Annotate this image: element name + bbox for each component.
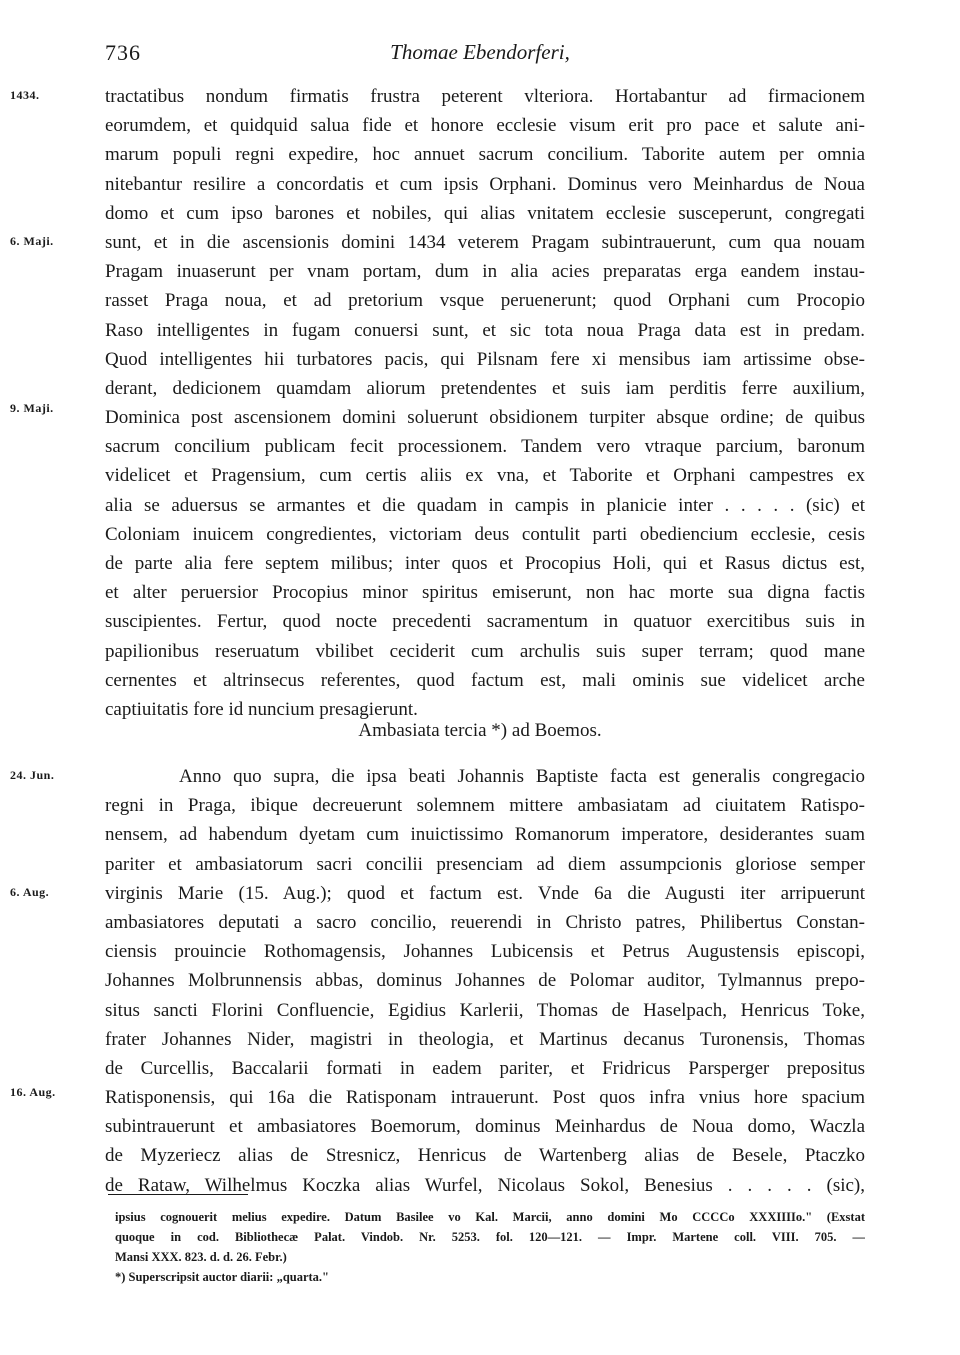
text-line: et alter peruersior Procopius minor spiritus emiserunt, non hac morte sua digna factis: [105, 582, 865, 604]
text-line: Coloniam inuicem congredientes, victoriam deus contulit parti obediencium ecclesie, cesis: [105, 523, 865, 545]
footnotes: [115, 1207, 865, 1287]
text-line: nensem, ad habendum dyetam cum inuictissimo Romanorum imperatore, desiderantes suam: [105, 824, 865, 846]
page-number: 736: [105, 40, 141, 65]
text-line: rasset Praga noua, et ad pretorium vsque peruenerunt; quod Orphani cum Procopio: [105, 290, 865, 312]
text-line: ciensis prouincie Rothomagensis, Johannes Lubicensis et Petrus Augustensis episcopi,: [105, 941, 865, 963]
text-line: Pragam inuaserunt per vnam portam, dum in alia acies preparatas erga eandem instau-: [105, 261, 865, 283]
running-title: Thomae Ebendorferi,: [390, 40, 570, 64]
section-heading: Ambasiata tercia *) ad Boemos.: [358, 720, 602, 741]
margin-note-aug-16: 16. Aug.: [10, 1085, 56, 1099]
footnote-line: Mansi XXX. 823. d. d. 26. Febr.): [115, 1250, 287, 1264]
text-line: Quod intelligentes hii turbatores pacis, qui Pilsnam fere xi mensibus iam artissime obse-: [105, 348, 865, 370]
footnote-line: *) Superscripsit auctor diarii: „quarta.": [115, 1270, 329, 1284]
text-line: de Rataw, Wilhelmus Koczka alias Wurfel, Nicolaus Sokol, Benesius . . . . . (sic),: [105, 1174, 865, 1196]
text-line: ambasiatores deputati a sacro concilio, reuerendi in Christo patres, Philibertus Constan-: [105, 911, 865, 933]
text-line: Johannes Molbrunnensis abbas, dominus Johannes de Polomar auditor, Tylmannus prepo-: [105, 970, 865, 992]
margin-note-year: 1434.: [10, 88, 40, 102]
text-line: Raso intelligentes in fugam conuersi sunt, et sic tota noua Praga data est in predam.: [105, 319, 865, 341]
text-line: nitebantur resilire a concordatis et cum ipsis Orphani. Dominus vero Meinhardus de Noua: [105, 173, 865, 195]
text-line: papilionibus reseruatum vbilibet ceciderit cum archulis suis super terram; quod mane: [105, 640, 865, 662]
text-line: tractatibus nondum firmatis frustra peterent vlteriora. Hortabantur ad firmacionem: [105, 86, 865, 107]
text-line: domo et cum ipso barones et nobiles, qui alias vnitatem ecclesie susceperunt, congregati: [105, 202, 865, 224]
margin-note-aug-6: 6. Aug.: [10, 885, 50, 899]
text-line: situs sancti Florini Confluencie, Egidius Karlerii, Thomas de Haselpach, Henricus Toke,: [105, 999, 865, 1021]
text-line: eorumdem, et quidquid salua fide et honore ecclesie visum erit pro pace et salute ani-: [105, 115, 865, 137]
text-line: virginis Marie (15. Aug.); quod et factum est. Vnde 6a die Augusti iter arripuerunt: [105, 882, 865, 904]
text-line: subintrauerunt et ambasiatores Boemorum, dominus Meinhardus de Noua domo, Waczla: [105, 1116, 865, 1138]
text-line: Dominica post ascensionem domini soluerunt obsidionem turpiter absque ordine; de quibus: [105, 407, 865, 429]
text-line: de parte alia fere septem milibus; inter quos et Procopius Holi, qui et Rasus dictus est,: [105, 553, 865, 574]
margin-note-may-9: 9. Maji.: [10, 401, 54, 415]
text-line: cernentes et altrinsecus referentes, quod factum est, mali ominis sue videlicet arche: [105, 669, 865, 691]
footnote-rule: [108, 1194, 248, 1195]
text-line: Ratisponensis, qui 16a die Ratisponam intrauerunt. Post quos infra vnius hore spacium: [105, 1087, 865, 1109]
text-line: de Myzeriecz alias de Stresnicz, Henricus de Wartenberg alias de Besele, Ptaczko: [105, 1145, 865, 1167]
text-line: derant, dedicionem quamdam aliorum pretendentes et suis iam perditis ferre auxilium,: [105, 377, 865, 399]
text-line: videlicet et Pragensium, cum certis aliis ex vna, et Taborite et Orphani campestres ex: [105, 465, 865, 487]
footnote-line: quoque in cod. Bibliothecæ Palat. Vindob. Nr. 5253. fol. 120—121. — Impr. Martene coll. VIII. 705. —: [115, 1230, 865, 1244]
text-line: pariter et ambasiatorum sacri concilii presenciam ad diem assumpcionis gloriose semper: [105, 853, 865, 875]
paragraph-2: [105, 762, 865, 1200]
text-line: sacrum concilium publicam fecit processionem. Tandem vero vtraque parcium, baronum: [105, 436, 865, 458]
text-line: frater Johannes Nider, magistri in theologia, et Martinus decanus Turonensis, Thomas: [105, 1028, 865, 1050]
text-line: Anno quo supra, die ipsa beati Johannis Baptiste facta est generalis congregacio: [179, 766, 865, 787]
text-line: marum populi regni expedire, hoc annuet sacrum concilium. Taborite autem per omnia: [105, 144, 865, 166]
text-line: captiuitatis fore id nuncium presagierunt.: [105, 698, 418, 720]
text-line: regni in Praga, ibique decreuerunt solemnem mittere ambasiatam ad ciuitatem Ratispo-: [105, 795, 865, 817]
text-line: sunt, et in die ascensionis domini 1434 veterem Pragam subintrauerunt, cum qua nouam: [105, 231, 865, 253]
margin-note-jun-24: 24. Jun.: [10, 768, 55, 782]
text-line: de Curcellis, Baccalarii formati in eadem pariter, et Fridricus Parsperger prepositus: [105, 1057, 865, 1079]
text-line: suscipientes. Fertur, quod nocte precedenti sacramentum in quatuor exercitibus suis in: [105, 611, 865, 633]
margin-note-may-6: 6. Maji.: [10, 234, 54, 248]
footnote-line: ipsius cognouerit melius expedire. Datum Basilee vo Kal. Marcii, anno domini Mo CCCCo XXXIIIIo." (Exstat: [115, 1210, 865, 1224]
text-line: alia se aduersus se armantes et die quadam in campis in planicie inter . . . . . (sic) et: [105, 494, 865, 516]
paragraph-1: [105, 82, 865, 724]
